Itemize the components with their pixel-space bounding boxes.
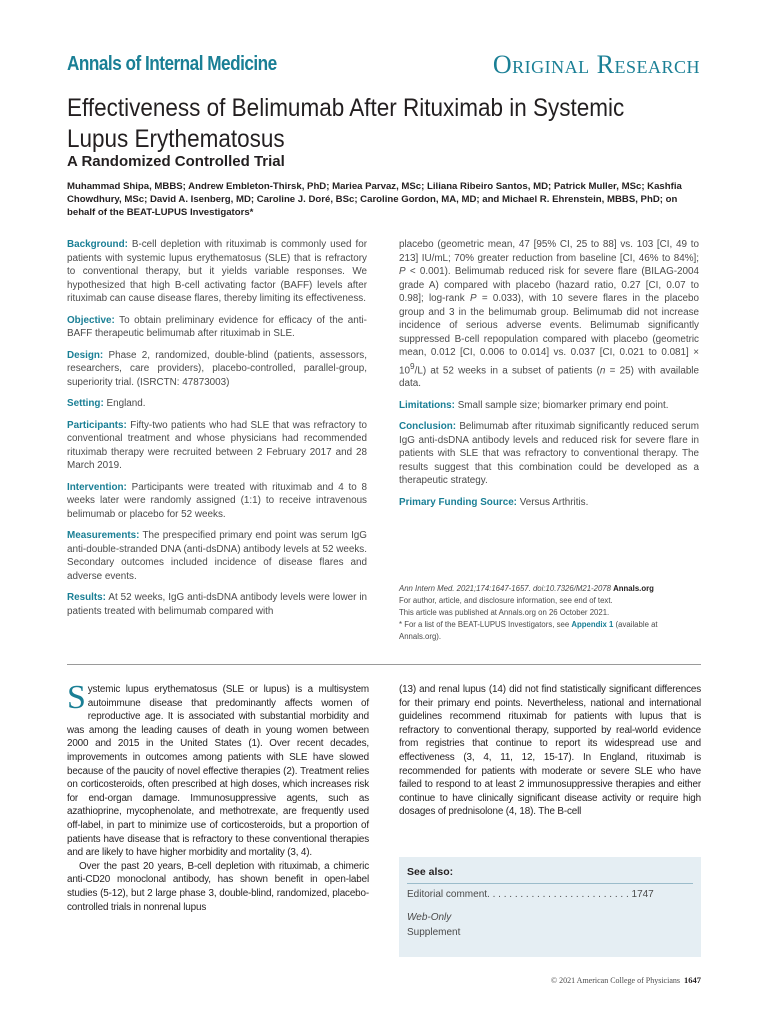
results-p-symbol: P [399,266,406,277]
design-label: Design: [67,349,104,361]
abstract-background [67,238,367,306]
abstract-results [67,591,367,618]
supplement-link[interactable]: Supplement [407,927,461,938]
results-p-symbol: P [469,293,477,304]
editorial-comment-link[interactable]: Editorial comment. . . . . . . . . . . . . . . . . . . . . . . . . . 1747 [407,889,654,900]
footnote-available: (available at [615,620,658,629]
intervention-label: Intervention: [67,481,127,493]
article-metadata [399,583,701,643]
body-paragraph [67,679,369,860]
abstract-participants [67,419,367,473]
body-left-column [67,679,369,914]
funding-text: Versus Arthritis. [519,496,589,508]
abstract-left-column [67,238,367,626]
body-paragraph-text: ystemic lupus erythematosus (SLE or lupus) is a multisystem autoimmune disease that predominantly affects women of reproductive age. It is associated with substantial morbidity and was among the leading causes of death in young women between 2000 and 2015 in the United States (1). Over recent decades, improvements in outcomes among patients with SLE have slowed because of the paucity of novel effective therapies (2). Treatment relies on corticosteroids, often prescribed at high doses, which increases risk for end-organ damage. Immunosuppressive agents, such as azathioprine, mycophenolate, and methotrexate, are frequently used off-label, in part to minimize use of corticosteroids, but a proportion of patients have disease that is refractory to these conventional therapies and are likely to have higher morbidity and mortality (3, 4). [67,684,369,859]
abstract-results-continued [399,238,699,391]
web-only-label: Web-Only [407,912,452,923]
author-list: Muhammad Shipa, MBBS; Andrew Embleton-Thirsk, PhD; Mariea Parvaz, MSc; Liliana Ribeiro Santos, MD; Patrick Muller, MSc; Kashfia Chowdhury, MSc; David A. Isenberg, MD; Caroline J. Doré, BSc; Caroline Gordon, MA, MD; and Michael R. Ehrenstein, MBBS, PhD; on behalf of the BEAT-LUPUS Investigators* [67,181,682,218]
abstract-intervention [67,481,367,522]
section-label: Original Research [492,50,700,79]
body-right-column [399,683,701,819]
abstract-right-column [399,238,699,517]
see-also-title: See also: [407,866,454,878]
site-link[interactable]: Annals.org [613,584,654,593]
results-superscript: 9 [409,361,415,371]
abstract-funding [399,496,699,510]
see-also-box [399,857,701,957]
footnote-text: * For a list of the BEAT-LUPUS Investigators, see [399,620,570,629]
abstract-design [67,349,367,390]
design-text: Phase 2, randomized, double-blind (patients, assessors, researchers, care providers), placebo-controlled, parallel-group, superiority trial. (ISRCTN: 47873003) [67,349,367,388]
abstract-limitations [399,399,699,413]
published-note: This article was published at Annals.org on 26 October 2021. [399,608,610,617]
funding-label: Primary Funding Source: [399,496,517,508]
page-footer [551,975,701,985]
setting-label: Setting: [67,398,104,409]
measurements-text: The prespecified primary end point was serum IgG anti-double-stranded DNA (anti-dsDNA) antibody levels at 52 weeks. Secondary outcomes included incidence of disease flares and adverse events. [67,530,367,582]
body-paragraph: Over the past 20 years, B-cell depletion with rituximab, a chimeric anti-CD20 monoclonal antibody, has shown benefit in open-label studies (5-12), but 2 large phase 3, double-blind, randomized, placebo-controlled trials in nonrenal lupus [67,860,369,913]
author-info-note: For author, article, and disclosure information, see end of text. [399,596,613,605]
appendix-link[interactable]: Appendix 1 [571,620,614,629]
abstract-setting [67,397,367,411]
results-n-symbol: n [599,364,606,376]
article-subtitle: A Randomized Controlled Trial [67,153,285,170]
conclusion-label: Conclusion: [399,421,457,433]
abstract-objective [67,314,367,341]
drop-cap: S [67,679,86,716]
citation: Ann Intern Med. 2021;174:1647-1657. doi:10.7326/M21-2078 [399,584,611,593]
objective-text: To obtain preliminary evidence for efficacy of the anti-BAFF therapeutic belimumab after rituximab in SLE. [67,314,367,339]
intervention-text: Participants were treated with rituximab and 4 to 8 weeks later were randomly assigned (1:1) to receive intravenous belimumab or placebo for 52 weeks. [67,481,367,520]
results-text-e: = 25) with available data. [399,364,699,390]
results-label: Results: [67,592,106,603]
results-text: At 52 weeks, IgG anti-dsDNA antibody levels were lower in patients treated with belimumab compared with [67,592,368,617]
results-text-a: placebo (geometric mean, 47 [95% CI, 25 to 88] vs. 103 [CI, 49 to 213] IU/mL; 70% greater reduction from baseline [CI, 46% to 84%]; [399,239,699,264]
citation-line [399,583,701,595]
participants-label: Participants: [67,419,127,431]
abstract-conclusion [399,420,699,488]
investigators-footnote [399,619,701,631]
results-text-d: /L) at 52 weeks in a subset of patients ( [414,364,600,376]
limitations-label: Limitations: [399,399,455,411]
abstract-measurements [67,529,367,583]
background-text: B-cell depletion with rituximab is commonly used for patients with systemic lupus erythematosus (SLE) that is refractory to conventional therapy, but it yields variable responses. We hypothesized that high B-cell activating factor (BAFF) levels after rituximab can cause disease flares, thereby limiting its effectiveness. [67,239,367,304]
limitations-text: Small sample size; biomarker primary end point. [457,399,669,411]
article-title: Effectiveness of Belimumab After Rituximab in Systemic Lupus Erythematosus [67,94,625,153]
participants-text: Fifty-two patients who had SLE that was refractory to conventional treatment and whose physicians had recommended rituximab therapy were recruited between 2 February 2017 and 28 March 2019. [67,419,367,471]
setting-text: England. [106,398,146,409]
body-paragraph: (13) and renal lupus (14) did not find statistically significant differences for their primary end points. Nevertheless, national and international guidelines recommend rituximab for patients with lupus that is refractory to conventional therapy, supported by real-world evidence from registries that continue to report its widespread use and effectiveness (3, 4, 11, 12, 15-17). In England, rituximab is recommended for patients with moderate or severe SLE who have failed to respond to at least 2 immunosuppressive therapies and either continue to have clinically significant disease activity or require high dosages of prednisolone (4, 18). The B-cell [399,684,701,818]
background-label: Background: [67,239,128,250]
results-text-b: < 0.001). Belimumab reduced risk for severe flare (BILAG-2004 grade A) compared with placebo (hazard ratio, 0.27 [CI, 0.07 to 0.98]; log-rank [399,266,700,304]
journal-name: Annals of Internal Medicine [67,53,277,75]
section-divider [67,664,701,665]
copyright: © 2021 American College of Physicians [551,976,680,985]
page-number: 1647 [684,975,701,985]
results-text-c: = 0.033), with 10 severe flares in the placebo group and 3 in the belimumab group. Belimumab did not increase incidence of serious adverse events. Belimumab significantly suppressed B-cell repopulation compared with placebo (geometric mean, 0.012 [CI, 0.006 to 0.014] vs. 0.037 [CI, 0.021 to 0.081] × 10 [399,293,699,376]
footnote-site: Annals.org). [399,632,442,641]
conclusion-text: Belimumab after rituximab significantly reduced serum IgG anti-dsDNA antibody levels and reduced risk for severe flare in patients with SLE that was refractory to conventional therapy. The results suggest that this combination could be developed as a therapeutic strategy. [399,421,699,487]
see-also-divider [407,883,693,884]
measurements-label: Measurements: [67,530,140,541]
objective-label: Objective: [67,314,115,326]
